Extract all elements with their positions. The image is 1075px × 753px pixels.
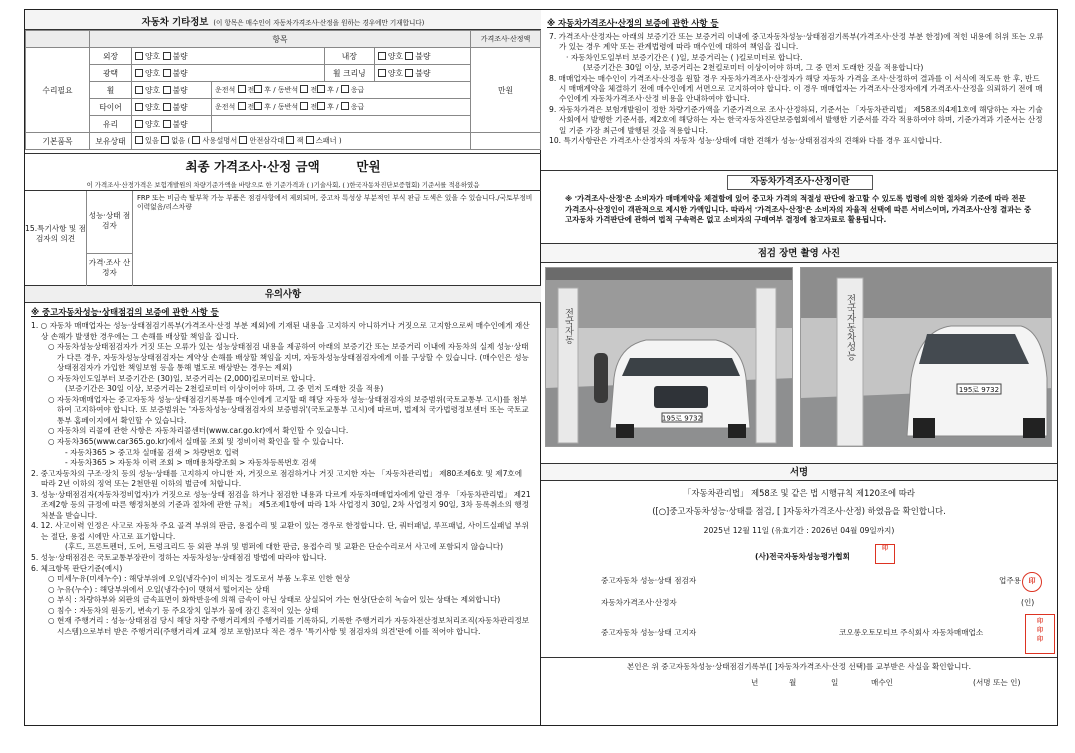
opt-rear: 후 <box>327 103 334 111</box>
notice-item: - 자동차365 > 중고차 실매물 검색 > 차량번호 입력 <box>65 447 239 457</box>
notice-item: 5. 성능·상태점검은 국토교통부장관이 정하는 자동차성능·상태점검 방법에 따라야 합니다. <box>31 553 327 563</box>
sign-month: 월 <box>789 678 797 687</box>
opt-bad: 불량 <box>172 68 188 78</box>
row-label-tire: 타이어 <box>90 99 132 116</box>
repair-needed-label: 수리필요 <box>26 48 90 133</box>
checkbox-rear[interactable] <box>254 102 262 110</box>
opt-bad: 불량 <box>172 119 188 129</box>
opt-manual: 사용설명서 <box>202 136 238 145</box>
notice-item: 6. 체크항목 판단기준(예시) <box>31 563 123 573</box>
checkbox-front[interactable] <box>238 102 246 110</box>
other-info-table: 항목 가격조사·산정액 수리필요 외장 양호 불량 내장 양호 불량 만원 광택 양호 불량 휠 크리닝 양호 불량 휠 양호 불량 운전석 전 후 / 동반석 전 후 / 응급 타이어 양호 불량 운전석 전 후 / 동반석 전 후 / 응급 유리 양호 불량 기본품목 보유상태 있음 없음 ( 사용설명서 안전삼각대 잭 스패너 ) <box>25 30 541 150</box>
notice-item: ○ 자동차365(www.car365.go.kr)에서 실매물 조회 및 정비이력 확인을 할 수 있습니다. <box>48 437 344 447</box>
checkbox-rear[interactable] <box>317 102 325 110</box>
opt-good: 양호 <box>145 68 161 78</box>
row-label-wheel: 휠 <box>90 82 132 99</box>
checkbox-bad[interactable] <box>163 120 171 128</box>
row-label-exterior: 외장 <box>90 48 132 65</box>
appraiser-seal: (인) <box>1021 598 1035 607</box>
buyer-sign[interactable]: (서명 또는 인) <box>973 678 1021 687</box>
notice-item: (보증기간은 30일 이상, 보증거리는 2천킬로미터 이상이어야 하며, 그 중 먼저 도래한 것을 적용) <box>65 384 384 394</box>
opt-bad: 불량 <box>172 102 188 112</box>
buyer-confirm: 본인은 위 중고자동차성능·상태점검기록부([ ]자동차가격조사·산정 선택)를 교부받은 사실을 확인합니다. <box>626 662 972 671</box>
divider <box>541 170 1057 171</box>
checkbox-emergency[interactable] <box>341 102 349 110</box>
opt-emergency: 응급 <box>350 103 365 111</box>
checkbox-front[interactable] <box>300 102 308 110</box>
opt-good: 양호 <box>145 51 161 61</box>
checkbox-rear[interactable] <box>254 85 262 93</box>
appraiser-label: 자동차가격조사·산정자 <box>601 598 677 607</box>
opt-front: 전 <box>247 103 255 111</box>
opt-front: 전 <box>310 86 318 94</box>
notice-list <box>31 321 531 637</box>
signature-law: 「자동차관리법」 제58조 및 같은 법 시행규칙 제120조에 따라 <box>683 488 915 498</box>
row-label-gloss: 광택 <box>90 65 132 82</box>
opt-bad: 불량 <box>172 51 188 61</box>
opt-good: 양호 <box>145 85 161 95</box>
opt-none: 없음 <box>171 136 186 145</box>
checkbox-bad[interactable] <box>163 86 171 94</box>
checkbox-rear[interactable] <box>317 85 325 93</box>
notice-item: ○ 부식 : 차량하부와 외판의 금속표면이 화학반응에 의해 금속이 아닌 상태로 상실되어 가는 현상(단순히 녹슬어 있는 상태는 제외합니다) <box>48 595 501 605</box>
checkbox-good[interactable] <box>378 52 386 60</box>
inspector-opinion: FRP 또는 비금속 탈부착 가능 부품은 점검사항에서 제외되며, 중고차 특성상 부분적인 부식 판금 도색은 있을 수 있습니다./국토부정비이력없음/리스차량 <box>137 194 533 211</box>
price-guarantee-item: 10. 특기사항란은 가격조사·산정자의 자동차 성능·상태에 대한 견해가 성능·상태점검자의 견해와 다를 경우 표시합니다. <box>549 136 943 146</box>
driver-seat-label: 운전석 <box>215 86 236 94</box>
signature-org: (사)전국자동차성능평가협회 <box>755 552 850 561</box>
opt-bad: 불량 <box>415 68 431 78</box>
other-info-title: 자동차 기타정보 <box>141 17 209 28</box>
notice-item: 4. 12. 사고이력 인정은 사고로 자동차 주요 골격 부위의 판금, 용접수리 및 교환이 있는 경우로 한정합니다. 단, 쿼터패널, 루프패널, 사이드실패널 부위는 절단, 용접 시에만 사고로 표기합니다. <box>31 521 529 541</box>
inspection-photo-front <box>545 267 793 447</box>
notice-item: ○ 자동차성능상태점검자가 거짓 또는 오류가 있는 성능상태점검 내용을 제공하여 아래의 보증기간 또는 보증거리 이내에 자동차의 실제 성능·상태가 다른 경우, 자동차성능상태점검자는 계약상 손해를 배상할 책임을 지며, 자동차성능상태점검자에게 이를 구상할 수 있습니다. (매수인은 성능상태점검자가 가입한 책임보험 등을 통해 별도로 배상받는 경우는 제외) <box>48 342 529 373</box>
photos-title: 점검 장면 촬영 사진 <box>541 243 1057 263</box>
svg-text:전국자동: 전국자동 <box>563 308 573 344</box>
checkbox-bad[interactable] <box>163 103 171 111</box>
checkbox-good[interactable] <box>135 52 143 60</box>
final-price-title: 최종 가격조사·산정 금액 <box>185 159 320 174</box>
notifier-name: 코오롱오토모티브 주식회사 자동차매매업소 <box>839 628 984 637</box>
notice-item: 2. 중고자동차의 구조·장치 등의 성능·상태를 고지하지 아니한 자, 거짓으로 점검하거나 거짓 고지한 자는 「자동차관리법」 제80조제6호 및 제7호에 따라 2년 이하의 징역 또는 2천만원 이하의 벌금에 처합니다. <box>31 468 523 489</box>
notice-item: ○ 현재 주행거리 : 성능·상태점검 당시 해당 차량 주행거리계의 주행거리를 기록하되, 기록한 주행거리가 자동차전산정보처리조직(자동차관리정보시스템)으로부터 받은 주행거리(주행거리계 교체 정보 포함)보다 적은 경우 '특기사항 및 점검자의 의견'란에 이를 적어야 합니다. <box>48 616 530 636</box>
opt-good: 양호 <box>145 102 161 112</box>
special-notes <box>25 191 541 286</box>
signature-title: 서명 <box>541 463 1057 481</box>
photo-front-graphic <box>546 268 793 447</box>
notice-item: ○ 침수 : 자동차의 원동기, 변속기 등 주요장치 일부가 물에 잠긴 흔적이 있는 상태 <box>48 605 319 615</box>
opt-rear: 후 <box>264 103 272 111</box>
sign-day: 일 <box>831 678 839 687</box>
opt-jack: 잭 <box>296 136 304 145</box>
checkbox-spanner[interactable] <box>306 136 314 144</box>
inspection-record-page <box>24 9 1058 726</box>
notice-item: (후드, 프론트펜더, 도어, 트렁크리드 등 외판 부위 및 범퍼에 대한 판금, 용접수리 및 교환은 단순수리로서 사고에 포함되지 않습니다) <box>65 542 504 552</box>
sign-year: 년 <box>751 678 759 687</box>
buyer-label: 매수인 <box>871 678 894 687</box>
passenger-seat-label: 동반석 <box>277 86 299 94</box>
notice-item: ○ 미세누유(미세누수) : 해당부위에 오일(냉각수)이 비치는 정도로서 부품 노후로 인한 현상 <box>48 574 350 584</box>
signature-date: 2025년 12월 11일 (유효기간 : 2026년 04월 09일까지) <box>703 526 895 535</box>
plate-text-rear: 195로 9732 <box>958 386 1000 394</box>
price-unit: 만원 <box>471 48 541 133</box>
opt-bad: 불량 <box>172 85 188 95</box>
checkbox-good[interactable] <box>378 69 386 77</box>
notice-item: 3. 성능·상태점검자(자동차정비업자)가 거짓으로 성능·상태 점검을 하거나 점검한 내용과 다르게 자동차매매업자에게 알린 경우 「자동차관리법」 제21조제2항 등의 규정에 따른 행정처분의 기준과 절차에 관한 규칙」 제5조제1항에 따라 1차 사업정지 30일, 2차 사업정지 90일, 3차 등록취소의 행정처분을 받습니다. <box>31 489 531 520</box>
photo-rear-graphic <box>801 268 1052 447</box>
notice-item: ○ 자동차의 리콜에 관한 사항은 자동차리콜센터(www.car.go.kr)에서 확인할 수 있습니다. <box>48 426 349 436</box>
col-item: 항목 <box>90 31 471 48</box>
notifier-label: 중고자동차 성능·상태 고지자 <box>601 628 697 637</box>
left-column <box>25 10 541 725</box>
divider <box>541 657 1057 658</box>
final-price-block <box>25 153 541 191</box>
price-guarantee-list <box>549 32 1047 146</box>
checkbox-good[interactable] <box>135 103 143 111</box>
passenger-seat-label: 동반석 <box>277 103 299 111</box>
inspection-photo-rear <box>800 267 1052 447</box>
opt-good: 양호 <box>387 51 403 61</box>
plate-text-front: 195로 9732 <box>661 414 703 423</box>
checkbox-front[interactable] <box>238 85 246 93</box>
checkbox-none[interactable] <box>161 136 169 144</box>
checkbox-manual[interactable] <box>192 136 200 144</box>
inspector-row-label: 성능·상태 점검자 <box>87 191 133 254</box>
final-price-unit: 만원 <box>356 159 381 174</box>
final-price-note: 이 가격조사·산정가격은 보험개발원의 차량기준가액을 바탕으로 한 기준가격과 ( )기술사회, ( )한국자동차진단보증협회) 기준서를 적용하였음 <box>86 181 480 189</box>
signature-check: ([○]중고자동차성능·상태를 점검, [ ]자동차가격조사·산정) 하였음을 확인합니다. <box>652 506 946 516</box>
org-seal-stamp: 印 <box>875 544 895 564</box>
possession-label: 보유상태 <box>90 133 132 150</box>
row-label-interior: 내장 <box>324 48 374 65</box>
checkbox-bad[interactable] <box>163 52 171 60</box>
driver-seat-label: 운전석 <box>215 103 236 111</box>
svg-text:전국자동차성능: 전국자동차성능 <box>844 294 856 361</box>
col-price: 가격조사·산정액 <box>471 31 541 48</box>
notice-item: - 자동차365 > 자동차 이력 조회 > 매매용차량조회 > 자동차등록번호 검색 <box>65 458 317 468</box>
checkbox-good[interactable] <box>135 69 143 77</box>
notice-item: ○ 누유(누수) : 해당부위에서 오일(냉각수)이 맺혀서 떨어지는 상태 <box>48 584 270 594</box>
price-guarantee-item: (보증기간은 30일 이상, 보증거리는 2천킬로미터 이상이어야 하며, 그 중 먼저 도래한 것을 적용합니다) <box>583 63 924 73</box>
opt-rear: 후 <box>264 86 272 94</box>
checkbox-emergency[interactable] <box>341 85 349 93</box>
opt-front: 전 <box>310 103 318 111</box>
inspector-seal-stamp: 印 <box>1022 572 1042 592</box>
checkbox-good[interactable] <box>135 120 143 128</box>
price-guarantee-item: · 자동차인도일부터 보증기간은 ( )일, 보증거리는 ( )킬로미터로 합니다. <box>566 52 803 62</box>
checkbox-bad[interactable] <box>405 69 413 77</box>
checkbox-good[interactable] <box>135 86 143 94</box>
opt-has: 있음 <box>145 136 159 145</box>
other-info-subtitle: (이 항목은 매수인이 자동차가격조사·산정을 원하는 경우에만 기재합니다) <box>213 19 425 27</box>
opt-spanner: 스패너 <box>315 136 337 145</box>
dealer-seal-stamp: 印 印 印 <box>1025 614 1055 654</box>
definition-text: ※ '가격조사·산정'은 소비자가 매매계약을 체결함에 있어 중고차 가격의 적절성 판단에 참고할 수 있도록 법령에 의한 절차와 기준에 따라 전문 가격조사·산정인이 객관적으로 제시한 가액입니다. 따라서 '가격조사·산정'은 소비자의 자율적 선택에 따른 서비스이며, 가격조사·산정 결과는 중고자동차 가격판단에 관하여 법적 구속력은 없고 소비자의 구매여부 결정에 참고자료로 활용됩니다. <box>565 194 1032 225</box>
right-column <box>541 10 1057 725</box>
opt-emergency: 응급 <box>350 86 365 94</box>
row-label-wheel-cleaning: 휠 크리닝 <box>324 65 374 82</box>
opt-good: 양호 <box>387 68 403 78</box>
opt-rear: 후 <box>327 86 334 94</box>
inspector-role: 업주용 <box>999 576 1022 585</box>
appraiser-row-label: 가격·조사 산정자 <box>87 254 133 286</box>
opt-front: 전 <box>247 86 255 94</box>
checkbox-jack[interactable] <box>286 136 294 144</box>
definition-title: 자동차가격조사·산정이란 <box>727 175 873 190</box>
notice-item: ○ 자동차매매업자는 중고자동차 성능·상태점검기록부를 매수인에게 고지할 때 해당 자동차 성능·상태점검자의 보증범위(국토교통부 고시)를 첨부하여 고지하여야 합니다. 또 보증범위는 '자동차성능·상태점검자의 보증범위'(국토교통부 고시)에 따르며, 법제처 국가법령정보센터 또는 국토교통부 홈페이지에서 확인할 수 있습니다. <box>48 394 529 425</box>
inspector-label: 중고자동차 성능·상태 점검자 <box>601 576 697 585</box>
notice-item: ○ 자동차인도일부터 보증기간은 (30)일, 보증거리는 (2,000)킬로미터로 합니다. <box>48 373 316 383</box>
opt-bad: 불량 <box>415 51 431 61</box>
checkbox-front[interactable] <box>300 85 308 93</box>
opt-triangle: 안전삼각대 <box>249 136 285 145</box>
price-guarantee-heading: ※ 자동차가격조사·산정의 보증에 관한 사항 등 <box>547 18 719 28</box>
checkbox-bad[interactable] <box>163 69 171 77</box>
other-info-header <box>25 10 541 30</box>
special-notes-label: 15.특기사항 및 점검자의 의견 <box>25 191 87 286</box>
price-guarantee-item: 9. 자동차가격은 보험개발원이 정한 차량기준가액을 기준가격으로 조사·산정하되, 기준서는 「자동차관리법」 제58조의4제1호에 해당하는 자는 기술사회에서 발행한 기준서를, 제2호에 해당하는 자는 한국자동차진단보증협회에서 발행한 기준서를 각각 적용하여야 하며, 기준가격과 기준서는 산정일 기준 가장 최근에 발행된 것을 적용합니다. <box>549 104 1043 135</box>
notice-heading: ※ 중고자동차성능·상태점검의 보증에 관한 사항 등 <box>31 307 219 317</box>
checkbox-triangle[interactable] <box>239 136 247 144</box>
notice-item: 1. ○ 자동차 매매업자는 성능·상태점검기록부(가격조사·산정 부분 제외)에 기재된 내용을 고지하지 아니하거나 거짓으로 고지함으로써 매수인에게 재산상 손해가 발생한 경우에는 그 손해를 배상할 책임을 집니다. <box>31 321 530 341</box>
row-label-glass: 유리 <box>90 116 132 133</box>
basic-items-label: 기본품목 <box>26 133 90 150</box>
price-guarantee-item: 7. 가격조사·산정자는 아래의 보증기간 또는 보증거리 이내에 중고자동차성능·상태점검기록부(가격조사·산정 부분 한정)에 적힌 내용에 허위 또는 오류가 있는 경우 계약 또는 관계법령에 따라 매수인에 대하여 책임을 집니다. <box>549 32 1044 52</box>
checkbox-has[interactable] <box>135 136 143 144</box>
notice-title: 유의사항 <box>25 286 541 303</box>
checkbox-bad[interactable] <box>405 52 413 60</box>
opt-good: 양호 <box>145 119 161 129</box>
price-guarantee-item: 8. 매매업자는 매수인이 가격조사·산정을 원할 경우 자동차가격조사·산정자가 해당 자동차 가격을 조사·산정하여 결과를 이 서식에 적도록 한 후, 반드시 매매계약을 체결하기 전에 매수인에게 서면으로 고지하여야 합니다. 이 경우 매매업자는 가격조사·산정자에게 가격조사·산정을 의뢰하기 전에 매수인에게 자동차가격조사·산정 비용을 안내하여야 합니다. <box>549 73 1043 104</box>
